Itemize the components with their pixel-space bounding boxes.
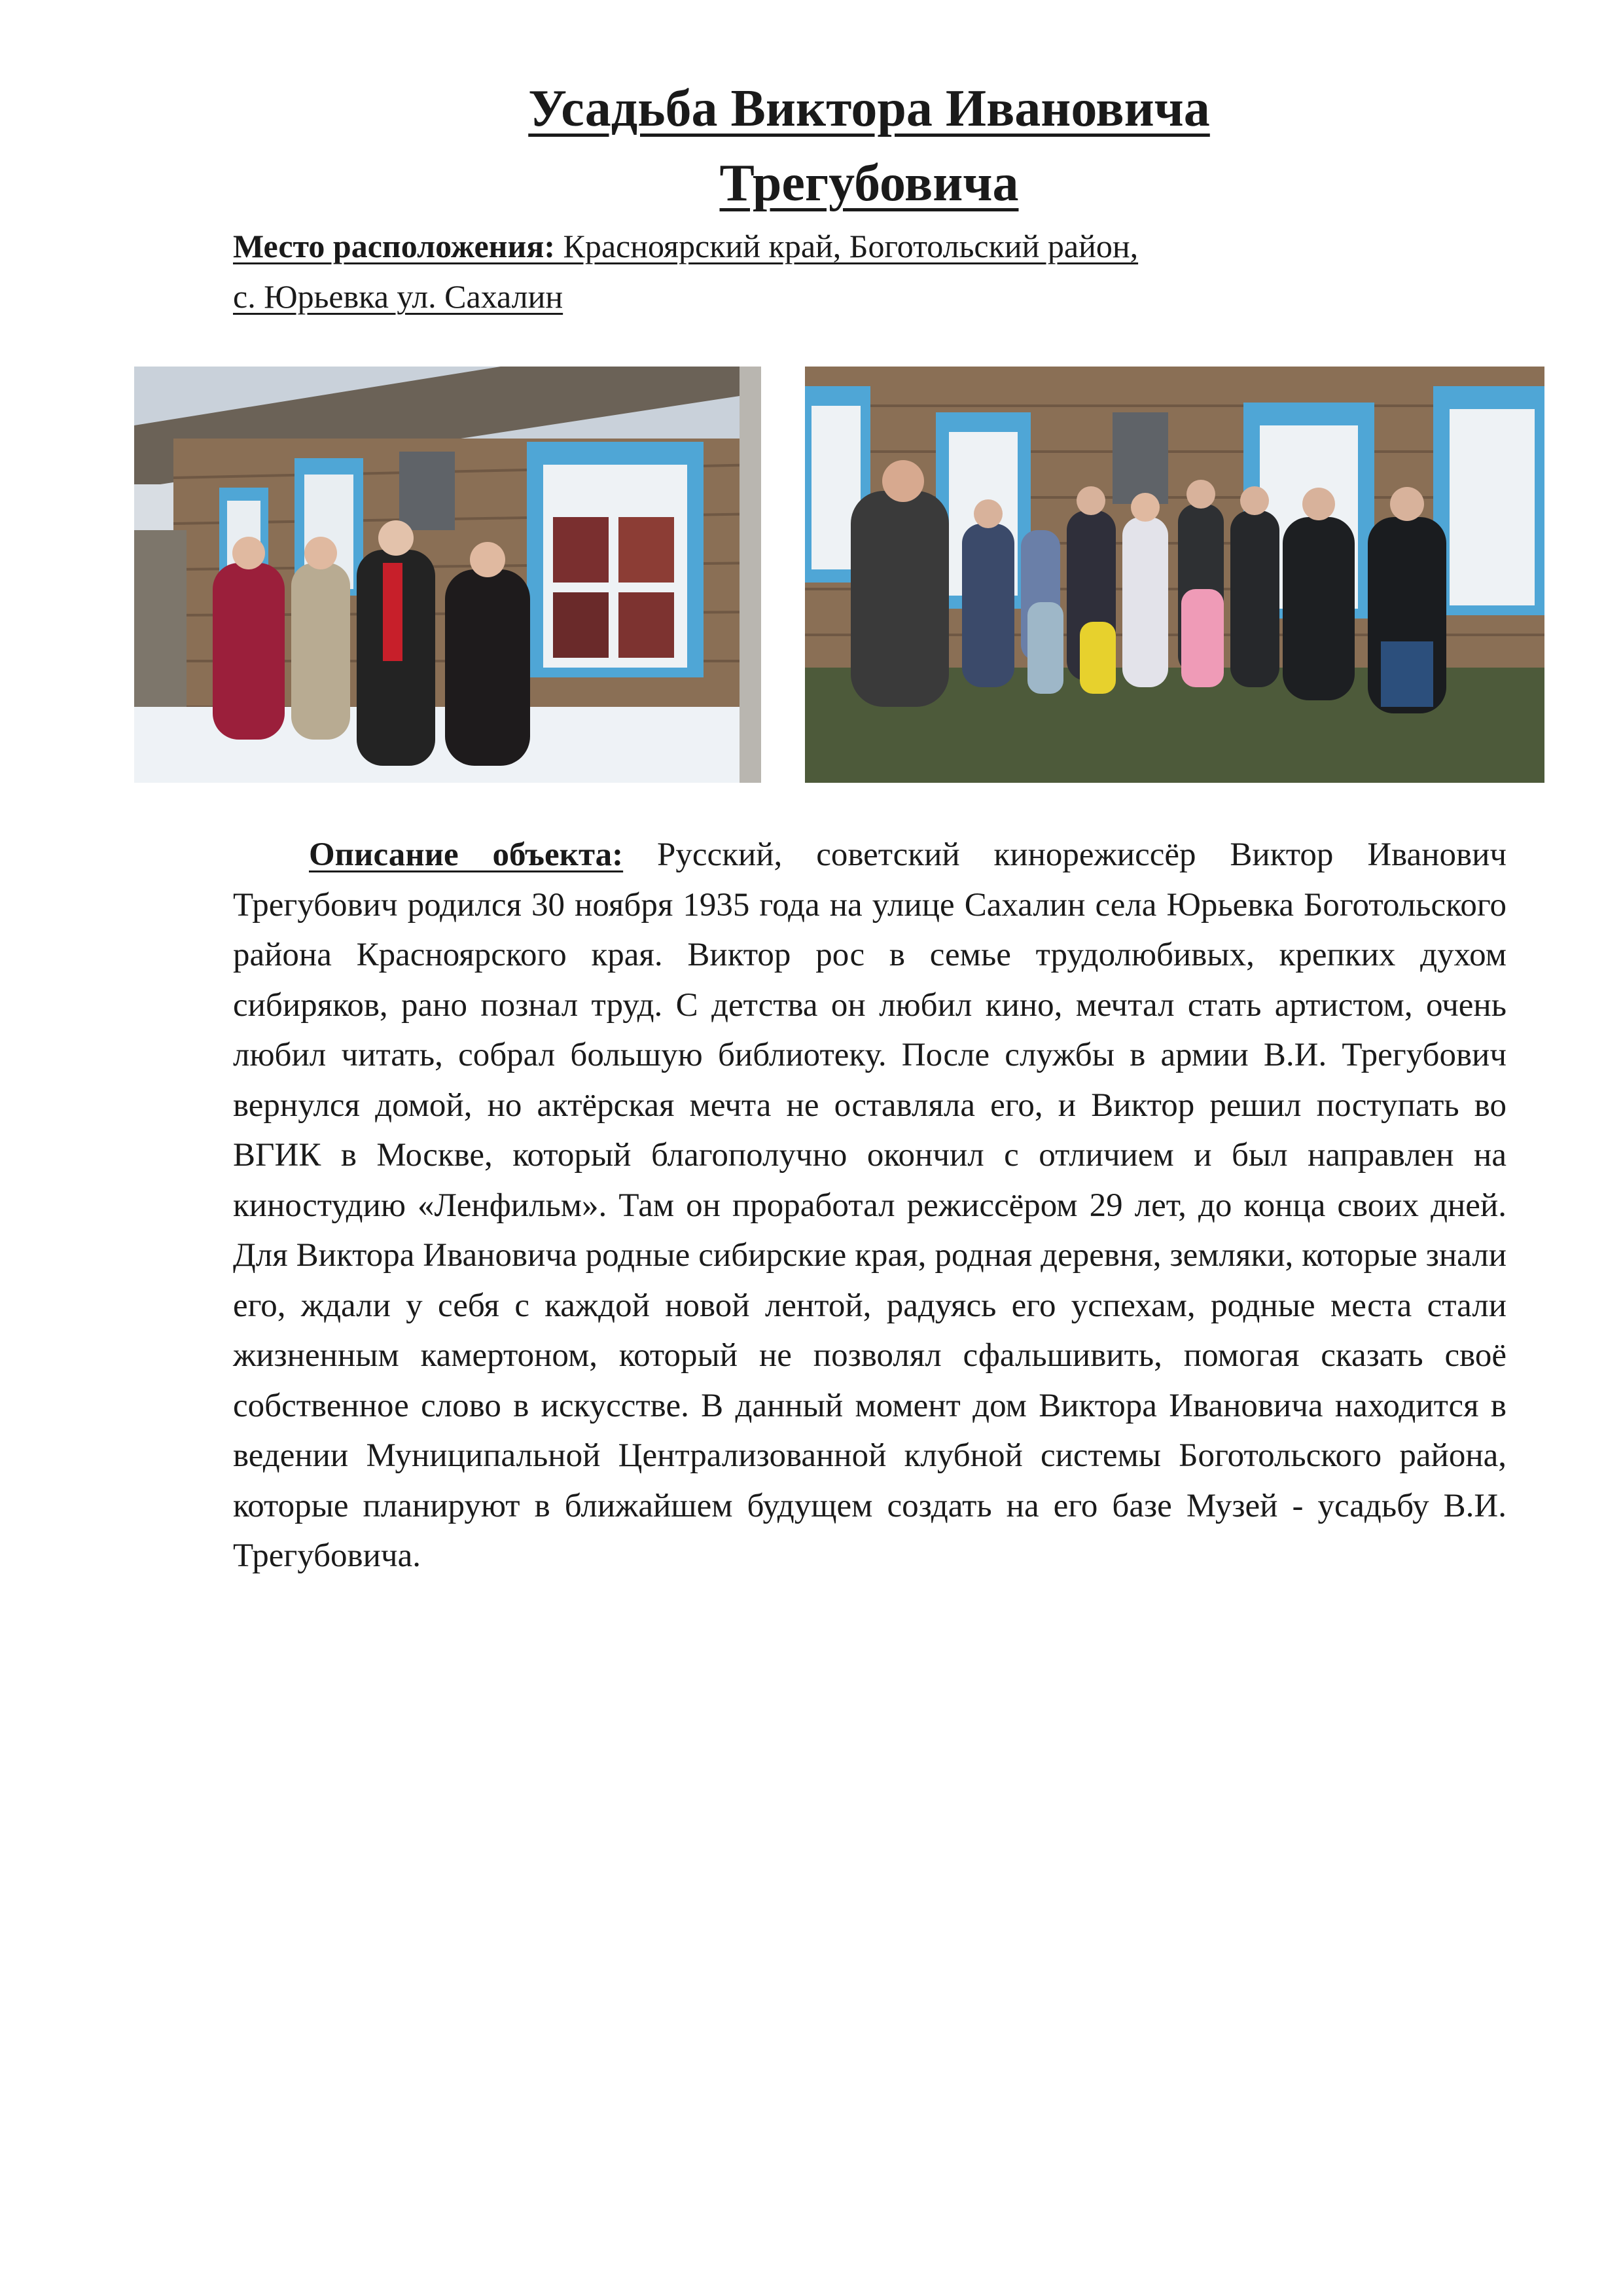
location-line-2: с. Юрьевка ул. Сахалин	[233, 278, 563, 315]
object-description	[233, 830, 1507, 1581]
description-label: Описание объекта:	[309, 836, 624, 873]
location-value-1: Красноярский край, Боготольский район,	[555, 228, 1139, 264]
location-line-1	[233, 221, 1346, 272]
document-title-line-2: Трегубовича	[719, 154, 1019, 212]
photo-house-winter	[134, 367, 761, 783]
location-label: Место расположения:	[233, 228, 555, 264]
document-title-line-1: Усадьба Виктора Ивановича	[528, 80, 1210, 137]
photo-house-group	[805, 367, 1544, 783]
description-text: Русский, советский кинорежиссёр Виктор Иванович Трегубович родился 30 ноября 1935 года на улице Сахалин села Юрьевка Боготольского района Красноярского края. Виктор рос в семье трудолюбивых, крепких духом сибиряков, рано познал труд. С детства он любил кино, мечтал стать артистом, очень любил читать, собрал большую библиотеку. После службы в армии В.И. Трегубович вернулся домой, но актёрская мечта не оставляла его, и Виктор решил поступать во ВГИК в Москве, который благополучно окончил с отличием и был направлен на киностудию «Ленфильм». Там он проработал режиссёром 29 лет, до конца своих дней. Для Виктора Ивановича родные сибирские края, родная деревня, земляки, которые знали его, ждали у себя с каждой новой лентой, радуясь его успехам, родные места стали жизненным камертоном, который не позволял сфальшивить, помогая сказать своё собственное слово в искусстве. В данный момент дом Виктора Ивановича находится в ведении Муниципальной Централизованной клубной системы Боготольского района, которые планируют в ближайшем будущем создать на его базе Музей - усадьбу В.И. Трегубовича.	[233, 836, 1507, 1574]
